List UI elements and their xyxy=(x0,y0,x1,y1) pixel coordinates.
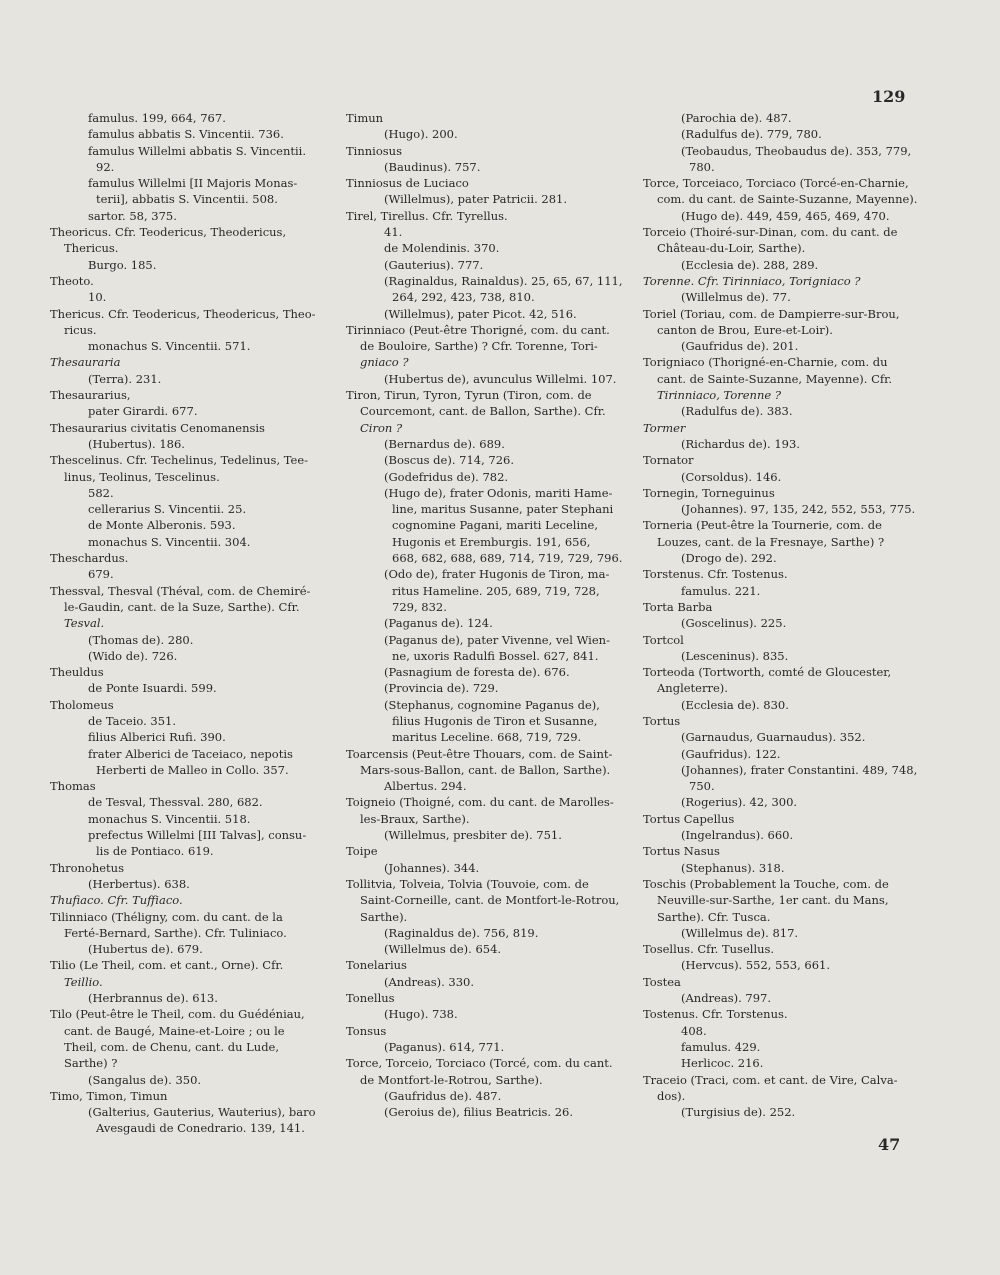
index-line: terii], abbatis S. Vincentii. 508. xyxy=(96,192,278,207)
index-line: (Wido de). 726. xyxy=(88,648,178,663)
index-line: famulus. 221. xyxy=(681,583,761,598)
index-line: Thesaurarius civitatis Cenomanensis xyxy=(50,420,265,435)
index-line: (Paganus). 614, 771. xyxy=(384,1039,505,1054)
index-line: (Hugo). 738. xyxy=(384,1007,458,1022)
index-line: Tosellus. Cfr. Tusellus. xyxy=(643,942,775,957)
index-line: (Herbrannus de). 613. xyxy=(88,991,218,1006)
index-line: (Gaufridus). 122. xyxy=(681,746,781,761)
index-line: 668, 682, 688, 689, 714, 719, 729, 796. xyxy=(392,551,623,566)
index-line: famulus Willelmi [II Majoris Monas- xyxy=(88,176,298,191)
index-line: (Rogerius). 42, 300. xyxy=(681,795,798,810)
index-line: (Gauterius). 777. xyxy=(384,257,484,272)
index-line: Château-du-Loir, Sarthe). xyxy=(657,241,806,256)
index-line: Tiron, Tirun, Tyron, Tyrun (Tiron, com. de xyxy=(346,388,592,403)
index-line: (Ingelrandus). 660. xyxy=(681,828,794,843)
index-line: famulus Willelmi abbatis S. Vincentii. xyxy=(88,143,306,158)
index-line: Theuldus xyxy=(50,665,104,680)
index-line: maritus Leceline. 668, 719, 729. xyxy=(392,730,582,745)
index-line: (Raginaldus de). 756, 819. xyxy=(384,925,539,940)
index-line: Traceio (Traci, com. et cant. de Vire, Calva- xyxy=(643,1072,898,1087)
index-line: Courcemont, cant. de Ballon, Sarthe). Cfr. xyxy=(360,404,606,419)
index-line: (Johannes), frater Constantini. 489, 748, xyxy=(681,762,918,777)
index-line: (Godefridus de). 782. xyxy=(384,469,509,484)
index-line: de Monte Alberonis. 593. xyxy=(88,518,236,533)
index-line: (Andreas). 330. xyxy=(384,974,475,989)
index-line: Tinniosus xyxy=(346,143,402,158)
index-line: (Willelmus de). 77. xyxy=(681,290,791,305)
index-line: Mars-sous-Ballon, cant. de Ballon, Sarthe). xyxy=(360,762,611,777)
index-line: Albertus. 294. xyxy=(384,779,467,794)
index-line: Toarcensis (Peut-être Thouars, com. de Saint- xyxy=(346,746,613,761)
index-line: (Herbertus). 638. xyxy=(88,876,190,891)
index-line: Herlicoc. 216. xyxy=(681,1056,764,1071)
index-line: Angleterre). xyxy=(657,681,728,696)
index-line: (Radulfus de). 779, 780. xyxy=(681,127,822,142)
index-line: (Galterius, Gauterius, Wauterius), baro xyxy=(88,1105,316,1120)
index-line: filius Alberici Rufi. 390. xyxy=(88,730,226,745)
index-line: de Bouloire, Sarthe) ? Cfr. Torenne, Tori- xyxy=(360,339,598,354)
index-line: (Hugo de), frater Odonis, mariti Hame- xyxy=(384,485,613,500)
index-line: (Pasnagium de foresta de). 676. xyxy=(384,665,570,680)
index-line: (Willelmus), pater Patricii. 281. xyxy=(384,192,568,207)
index-line: Thessval, Thesval (Théval, com. de Chemiré- xyxy=(50,583,311,598)
index-line: Tilinniaco (Théligny, com. du cant. de la xyxy=(50,909,283,924)
index-line: (Stephanus). 318. xyxy=(681,860,785,875)
index-line: (Thomas de). 280. xyxy=(88,632,194,647)
index-line: Tostenus. Cfr. Torstenus. xyxy=(643,1007,788,1022)
index-line: Toriel (Toriau, com. de Dampierre-sur-Brou, xyxy=(643,306,900,321)
signature-mark: 47 xyxy=(878,1135,901,1154)
index-line: (Garnaudus, Guarnaudus). 352. xyxy=(681,730,866,745)
index-line: (Boscus de). 714, 726. xyxy=(384,453,514,468)
index-line: Theoto. xyxy=(50,273,94,288)
index-line: com. du cant. de Sainte-Suzanne, Mayenne). xyxy=(657,192,918,207)
index-line: Tortus Capellus xyxy=(643,811,735,826)
index-line: (Turgisius de). 252. xyxy=(681,1105,796,1120)
index-line: les-Braux, Sarthe). xyxy=(360,811,470,826)
index-line: (Drogo de). 292. xyxy=(681,551,777,566)
index-line: (Gaufridus de). 487. xyxy=(384,1088,502,1103)
index-line: (Hugo de). 449, 459, 465, 469, 470. xyxy=(681,208,890,223)
index-line: Sarthe) ? xyxy=(64,1056,118,1071)
index-line: de Molendinis. 370. xyxy=(384,241,500,256)
index-line: (Radulfus de). 383. xyxy=(681,404,793,419)
index-line: (Hubertus de). 679. xyxy=(88,942,203,957)
index-line: Theoricus. Cfr. Teodericus, Theodericus, xyxy=(50,225,287,240)
index-line: (Willelmus), pater Picot. 42, 516. xyxy=(384,306,577,321)
index-line: 264, 292, 423, 738, 810. xyxy=(392,290,535,305)
index-line: pater Girardi. 677. xyxy=(88,404,198,419)
index-line: Torteoda (Tortworth, comté de Gloucester, xyxy=(643,665,892,680)
index-line: Torce, Torceiaco, Torciaco (Torcé-en-Charnie, xyxy=(643,176,909,191)
index-line: (Teobaudus, Theobaudus de). 353, 779, xyxy=(681,143,912,158)
index-line: (Parochia de). 487. xyxy=(681,111,792,125)
index-line: Burgo. 185. xyxy=(88,257,157,272)
index-line: (Raginaldus, Rainaldus). 25, 65, 67, 111, xyxy=(384,273,623,288)
index-line: Tollitvia, Tolveia, Tolvia (Touvoie, com. de xyxy=(346,876,589,891)
index-line: Sarthe). xyxy=(360,909,408,924)
index-line: Tormer xyxy=(643,420,686,435)
index-line: cant. de Sainte-Suzanne, Mayenne). Cfr. xyxy=(657,371,893,386)
index-line: Torceio (Thoiré-sur-Dinan, com. du cant. de xyxy=(643,225,898,240)
index-line: sartor. 58, 375. xyxy=(88,208,177,223)
index-line: famulus. 429. xyxy=(681,1039,761,1054)
index-line: (Willelmus de). 654. xyxy=(384,942,502,957)
index-line: Timo, Timon, Timun xyxy=(50,1088,168,1103)
index-line: 408. xyxy=(681,1023,707,1038)
index-line: 729, 832. xyxy=(392,599,447,614)
index-line: (Geroius de), filius Beatricis. 26. xyxy=(384,1105,574,1120)
index-line: (Richardus de). 193. xyxy=(681,436,800,451)
index-line: Tonellus xyxy=(346,991,395,1006)
index-line: 679. xyxy=(88,567,114,582)
index-line: Toschis (Probablement la Touche, com. de xyxy=(643,876,889,891)
index-line: 780. xyxy=(689,159,715,174)
index-line: frater Alberici de Taceiaco, nepotis xyxy=(88,746,293,761)
index-line: Tonsus xyxy=(346,1023,387,1038)
index-line: line, maritus Susanne, pater Stephani xyxy=(392,502,614,517)
index-line: (Terra). 231. xyxy=(88,371,162,386)
index-line: Theschardus. xyxy=(50,551,129,566)
index-line: Thufiaco. Cfr. Tuffiaco. xyxy=(50,893,183,908)
index-line: Tornegin, Torneguinus xyxy=(643,485,775,500)
index-line: Hugonis et Eremburgis. 191, 656, xyxy=(392,534,591,549)
index-line: filius Hugonis de Tiron et Susanne, xyxy=(392,713,598,728)
index-line: Tirinniaco (Peut-être Thorigné, com. du cant. xyxy=(346,322,610,337)
index-line: Toipe xyxy=(346,844,378,859)
index-line: Sarthe). Cfr. Tusca. xyxy=(657,909,771,924)
index-line: de Taceio. 351. xyxy=(88,713,177,728)
index-line: famulus abbatis S. Vincentii. 736. xyxy=(88,127,284,142)
index-line: prefectus Willelmi [III Talvas], consu- xyxy=(88,828,307,843)
index-line: (Johannes). 344. xyxy=(384,860,480,875)
index-column-3 xyxy=(643,110,921,1120)
page-number: 129 xyxy=(872,87,906,106)
index-line: Tostea xyxy=(643,974,681,989)
index-line: (Baudinus). 757. xyxy=(384,159,481,174)
index-line: (Lesceninus). 835. xyxy=(681,648,789,663)
index-line: Tesval. xyxy=(64,616,105,631)
index-line: (Paganus de), pater Vivenne, vel Wien- xyxy=(384,632,610,647)
index-line: monachus S. Vincentii. 304. xyxy=(88,534,251,549)
index-line: (Odo de), frater Hugonis de Tiron, ma- xyxy=(384,567,610,582)
index-line: Tirel, Tirellus. Cfr. Tyrellus. xyxy=(346,208,508,223)
index-line: 92. xyxy=(96,159,115,174)
index-line: Ciron ? xyxy=(360,420,403,435)
index-line: Theil, com. de Chenu, cant. du Lude, xyxy=(64,1039,280,1054)
index-line: (Goscelinus). 225. xyxy=(681,616,787,631)
index-line: dos). xyxy=(657,1088,686,1103)
index-line: (Andreas). 797. xyxy=(681,991,772,1006)
index-line: Thesauraria xyxy=(50,355,121,370)
index-line: Torenne. Cfr. Tirinniaco, Torigniaco ? xyxy=(643,273,861,288)
index-line: (Provincia de). 729. xyxy=(384,681,499,696)
index-line: ricus. xyxy=(64,322,97,337)
index-line: Tortus Nasus xyxy=(643,844,720,859)
index-line: Tonelarius xyxy=(346,958,407,973)
index-line: monachus S. Vincentii. 571. xyxy=(88,339,251,354)
index-line: (Hugo). 200. xyxy=(384,127,458,142)
index-line: Toigneio (Thoigné, com. du cant. de Marolles- xyxy=(346,795,614,810)
index-line: Thesaurarius, xyxy=(50,388,131,403)
index-line: (Ecclesia de). 830. xyxy=(681,697,789,712)
index-line: Thomas xyxy=(50,779,96,794)
index-line: (Bernardus de). 689. xyxy=(384,436,505,451)
index-line: Thronohetus xyxy=(50,860,124,875)
index-line: Thericus. Cfr. Teodericus, Theodericus, Theo- xyxy=(50,306,316,321)
index-line: (Hervcus). 552, 553, 661. xyxy=(681,958,830,973)
index-line: Torigniaco (Thorigné-en-Charnie, com. du xyxy=(643,355,888,370)
index-line: gniaco ? xyxy=(360,355,409,370)
index-line: Avesgaudi de Conedrario. 139, 141. xyxy=(96,1121,305,1136)
index-line: Tinniosus de Luciaco xyxy=(346,176,469,191)
index-line: le-Gaudin, cant. de la Suze, Sarthe). Cfr. xyxy=(64,599,300,614)
index-line: Tilo (Peut-être le Theil, com. du Guédéniau, xyxy=(50,1007,305,1022)
index-column-1 xyxy=(50,110,328,1137)
index-line: lis de Pontiaco. 619. xyxy=(96,844,214,859)
index-line: (Willelmus, presbiter de). 751. xyxy=(384,828,562,843)
index-line: (Stephanus, cognomine Paganus de), xyxy=(384,697,600,712)
index-line: 10. xyxy=(88,290,107,305)
index-line: de Montfort-le-Rotrou, Sarthe). xyxy=(360,1072,543,1087)
index-line: Tornator xyxy=(643,453,694,468)
index-line: Tortcol xyxy=(643,632,684,647)
index-line: Tirinniaco, Torenne ? xyxy=(657,388,781,403)
index-line: Saint-Corneille, cant. de Montfort-le-Rotrou, xyxy=(360,893,620,908)
index-line: (Gaufridus de). 201. xyxy=(681,339,799,354)
index-line: cant. de Baugé, Maine-et-Loire ; ou le xyxy=(64,1023,285,1038)
index-line: (Johannes). 97, 135, 242, 552, 553, 775. xyxy=(681,502,916,517)
index-line: 750. xyxy=(689,779,715,794)
index-line: 41. xyxy=(384,225,403,240)
index-line: cognomine Pagani, mariti Leceline, xyxy=(392,518,599,533)
index-line: ritus Hameline. 205, 689, 719, 728, xyxy=(392,583,600,598)
index-line: (Corsoldus). 146. xyxy=(681,469,782,484)
index-line: Torta Barba xyxy=(643,599,713,614)
index-line: (Hubertus de), avunculus Willelmi. 107. xyxy=(384,371,617,386)
index-line: Thescelinus. Cfr. Techelinus, Tedelinus, Tee- xyxy=(50,453,309,468)
index-line: Torstenus. Cfr. Tostenus. xyxy=(643,567,788,582)
index-line: (Sangalus de). 350. xyxy=(88,1072,202,1087)
index-line: Torce, Torceio, Torciaco (Torcé, com. du cant. xyxy=(346,1056,613,1071)
index-line: (Hubertus). 186. xyxy=(88,436,185,451)
index-line: Thericus. xyxy=(64,241,119,256)
index-line: Herberti de Malleo in Collo. 357. xyxy=(96,762,289,777)
index-line: linus, Teolinus, Tescelinus. xyxy=(64,469,220,484)
index-line: 582. xyxy=(88,485,114,500)
index-line: monachus S. Vincentii. 518. xyxy=(88,811,251,826)
index-line: de Ponte Isuardi. 599. xyxy=(88,681,217,696)
index-line: Neuville-sur-Sarthe, 1er cant. du Mans, xyxy=(657,893,889,908)
index-column-2 xyxy=(346,110,624,1120)
index-line: famulus. 199, 664, 767. xyxy=(88,111,226,125)
index-line: Tilio (Le Theil, com. et cant., Orne). Cfr. xyxy=(50,958,284,973)
index-line: cellerarius S. Vincentii. 25. xyxy=(88,502,247,517)
index-line: Teillio. xyxy=(64,974,103,989)
index-line: Louzes, cant. de la Fresnaye, Sarthe) ? xyxy=(657,534,885,549)
index-line: Tortus xyxy=(643,713,681,728)
index-line: Ferté-Bernard, Sarthe). Cfr. Tuliniaco. xyxy=(64,925,287,940)
index-line: (Ecclesia de). 288, 289. xyxy=(681,257,819,272)
index-line: ne, uxoris Radulfi Bossel. 627, 841. xyxy=(392,648,599,663)
index-line: Tholomeus xyxy=(50,697,114,712)
index-line: de Tesval, Thessval. 280, 682. xyxy=(88,795,263,810)
index-line: (Willelmus de). 817. xyxy=(681,925,799,940)
index-line: canton de Brou, Eure-et-Loir). xyxy=(657,322,833,337)
index-line: (Paganus de). 124. xyxy=(384,616,493,631)
index-line: Timun xyxy=(346,111,384,125)
index-line: Torneria (Peut-être la Tournerie, com. de xyxy=(643,518,882,533)
